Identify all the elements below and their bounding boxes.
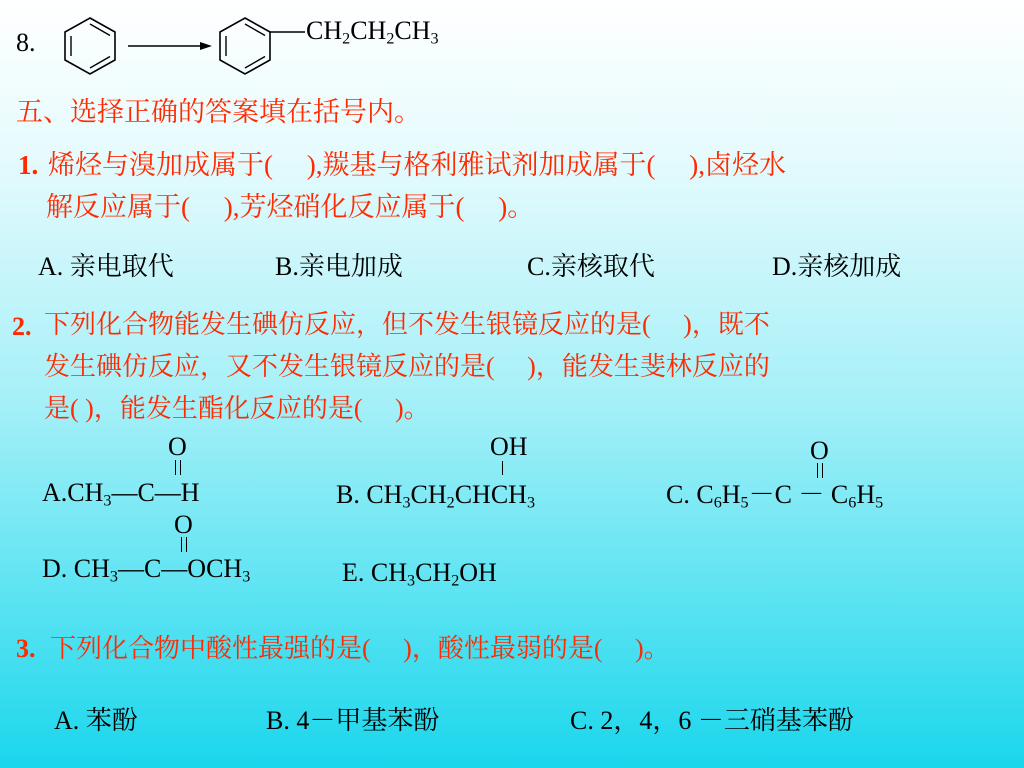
q3-number: 3.	[16, 634, 36, 663]
q3-text: 下列化合物中酸性最强的是( )，酸性最弱的是( )。	[50, 634, 670, 663]
formula-text: H	[856, 480, 876, 509]
formula-text: CH	[73, 554, 110, 583]
formula-text: CH	[370, 558, 408, 587]
subscript: 3	[430, 30, 439, 48]
q8-number: 8.	[16, 28, 36, 57]
q2-line3: 是( )，能发生酯化反应的是( )。	[44, 394, 430, 423]
subscript: 3	[242, 568, 251, 586]
formula-text: CH	[350, 16, 387, 45]
formula-text: H	[721, 480, 741, 509]
option-label: C.	[666, 480, 690, 509]
subscript: 6	[848, 494, 857, 512]
formula-text: CHCH	[454, 480, 527, 509]
compound-b-hydroxyl: OH	[490, 432, 528, 461]
subscript: 5	[875, 494, 884, 512]
subscript: 6	[713, 494, 722, 512]
option-label: B.	[266, 706, 290, 735]
q1-line2: 解反应属于( ),芳烃硝化反应属于( )。	[46, 192, 535, 222]
subscript: 3	[402, 494, 411, 512]
option-label: B.	[275, 252, 299, 281]
q8-product-chain	[306, 16, 439, 48]
option-text: 苯酚	[85, 706, 138, 735]
subscript: 2	[342, 30, 351, 48]
option-text: 亲电加成	[298, 252, 403, 281]
formula-text: CH	[366, 480, 403, 509]
formula-text: CH	[306, 16, 343, 45]
compound-b	[336, 480, 536, 512]
q1-option-c	[527, 254, 655, 280]
formula-text: CH	[415, 558, 452, 587]
q1-option-a	[38, 254, 174, 280]
formula-text: C	[696, 480, 714, 509]
subscript: 2	[446, 494, 455, 512]
compound-d	[42, 554, 251, 586]
option-text: 亲电取代	[69, 252, 174, 281]
q3-option-b	[266, 708, 439, 734]
reaction-arrow	[128, 42, 212, 50]
option-text: 4－甲基苯酚	[296, 706, 440, 735]
option-label: D.	[42, 554, 68, 583]
formula-text: —C—OCH	[117, 554, 243, 583]
double-bond	[175, 460, 181, 475]
compound-c-oxygen: O	[810, 436, 829, 465]
compound-e	[342, 558, 497, 590]
option-text: 亲核取代	[550, 252, 655, 281]
q3-option-c	[570, 708, 854, 734]
option-label: D.	[772, 252, 798, 281]
option-label: A.	[54, 706, 80, 735]
q1-option-d	[772, 254, 901, 280]
option-text: 2，4，6 －三硝基苯酚	[600, 706, 854, 735]
option-label: C.	[527, 252, 551, 281]
formula-text: CH	[67, 478, 104, 507]
subscript: 3	[526, 494, 536, 512]
subscript: 3	[103, 492, 112, 510]
subscript: 2	[386, 30, 395, 48]
compound-a-oxygen: O	[168, 432, 187, 461]
q1-line1: 烯烃与溴加成属于( ),羰基与格利雅试剂加成属于( ),卤烃水	[48, 150, 786, 180]
option-label: A.	[42, 478, 68, 507]
q1-option-b	[275, 254, 403, 280]
option-text: 亲核加成	[797, 252, 902, 281]
q1-number: 1.	[18, 150, 39, 180]
option-label: B.	[336, 480, 360, 509]
subscript: 3	[109, 568, 118, 586]
section-title: 五、选择正确的答案填在括号内。	[16, 97, 421, 127]
compound-d-oxygen: O	[174, 510, 193, 539]
reaction-scheme	[60, 8, 320, 80]
option-label: C.	[570, 706, 594, 735]
compound-a	[42, 478, 200, 510]
subscript: 2	[451, 572, 460, 590]
double-bond	[181, 537, 187, 552]
q2-number: 2.	[12, 312, 32, 341]
option-label: E.	[342, 558, 365, 587]
compound-c	[666, 480, 884, 512]
benzene-ring-reactant	[65, 18, 115, 74]
subscript: 5	[740, 494, 749, 512]
q3-option-a	[54, 708, 138, 734]
benzene-ring-product	[220, 18, 305, 74]
single-bond	[502, 461, 503, 475]
formula-text: －C － C	[748, 480, 849, 509]
q2-line2: 发生碘仿反应，又不发生银镜反应的是( )，能发生斐林反应的	[44, 352, 770, 381]
subscript: 3	[407, 572, 416, 590]
q2-line1: 下列化合物能发生碘仿反应，但不发生银镜反应的是( )，既不	[44, 310, 770, 339]
formula-text: OH	[459, 558, 497, 587]
formula-text: CH	[410, 480, 447, 509]
option-label: A.	[38, 252, 64, 281]
formula-text: CH	[394, 16, 431, 45]
double-bond	[817, 463, 823, 478]
formula-text: —C—H	[111, 478, 200, 507]
